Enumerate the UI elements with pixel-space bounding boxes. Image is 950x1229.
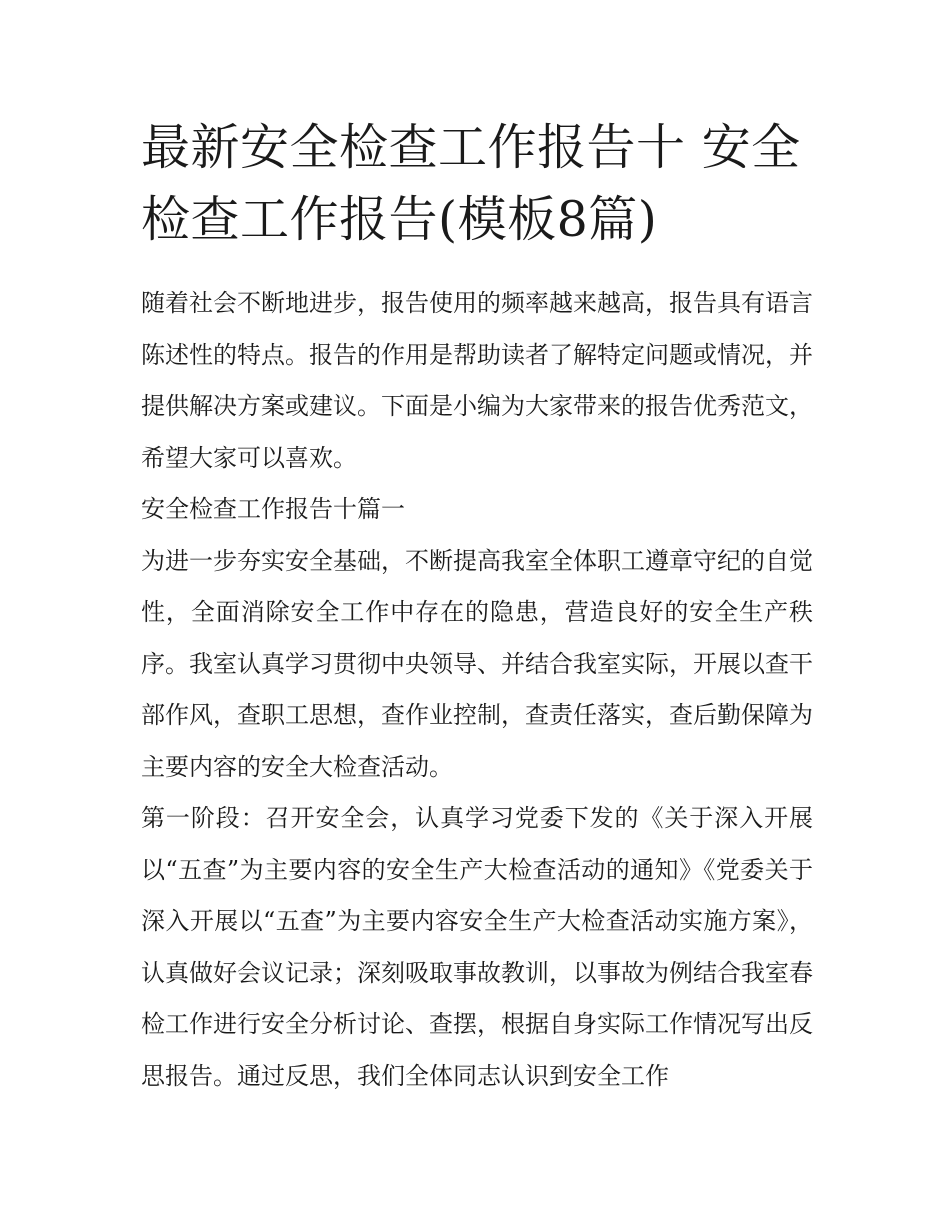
body-paragraph-2: 第一阶段：召开安全会，认真学习党委下发的《关于深入开展以“五查”为主要内容的安全生产大检查活动的通知》《党委关于深入开展以“五查”为主要内容安全生产大检查活动实施方案》，认真做好会议记录；深刻吸取事故教训，以事故为例结合我室春检工作进行安全分析讨论、查摆，根据自身实际工作情况写出反思报告。通过反思，我们全体同志认识到安全工作 <box>141 804 813 1090</box>
intro-paragraph: 随着社会不断地进步，报告使用的频率越来越高，报告具有语言陈述性的特点。报告的作用是帮助读者了解特定问题或情况，并提供解决方案或建议。下面是小编为大家带来的报告优秀范文，希望大家可以喜欢。 <box>141 289 813 472</box>
document-title: 最新安全检查工作报告十 安全检查工作报告(模板8篇) <box>141 119 801 248</box>
document-body <box>141 278 813 1102</box>
body-paragraph-1: 为进一步夯实安全基础，不断提高我室全体职工遵章守纪的自觉性，全面消除安全工作中存在的隐患，营造良好的安全生产秩序。我室认真学习贯彻中央领导、并结合我室实际，开展以查干部作风，查职工思想，查作业控制，查责任落实，查后勤保障为主要内容的安全大检查活动。 <box>141 546 813 781</box>
document-page <box>141 112 813 1102</box>
section-heading: 安全检查工作报告十篇一 <box>141 495 405 523</box>
